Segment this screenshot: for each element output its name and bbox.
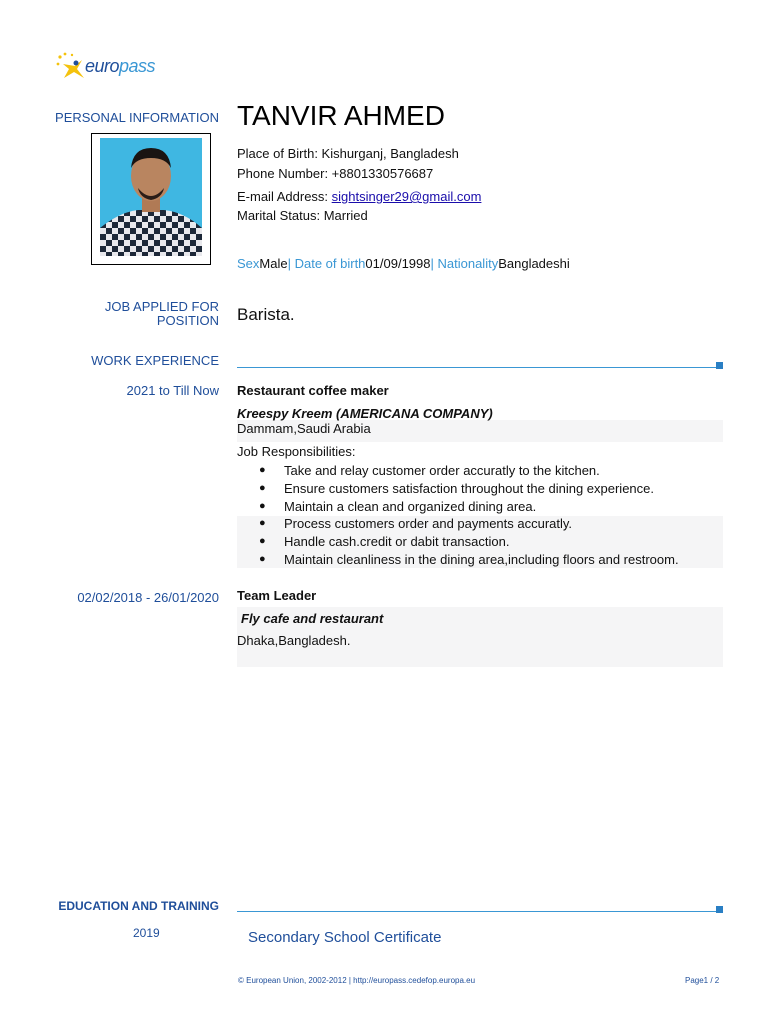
- education-year: 2019: [133, 926, 160, 940]
- work-entry-2-dates: 02/02/2018 - 26/01/2020: [77, 590, 219, 605]
- work-entry-1-employer: Kreespy Kreem (AMERICANA COMPANY): [237, 406, 493, 421]
- work-entry-2-title: Team Leader: [237, 588, 317, 603]
- responsibilities-list: [237, 462, 679, 569]
- list-item: ● Maintain cleanliness in the dining area,including floors and restroom.: [259, 551, 679, 567]
- section-divider-marker: [716, 906, 723, 913]
- work-entry-1-responsibilities-label: Job Responsibilities:: [237, 444, 356, 459]
- job-applied-label: [105, 300, 219, 328]
- separator: |: [430, 256, 438, 271]
- nationality-label: Nationality: [437, 256, 499, 271]
- education-training-label: EDUCATION AND TRAINING: [58, 899, 219, 913]
- bullet-icon: ●: [259, 481, 266, 494]
- list-item: ● Ensure customers satisfaction throughout the dining experience.: [259, 480, 654, 496]
- personal-details-line: [237, 256, 570, 271]
- bullet-icon: ●: [259, 517, 266, 530]
- section-divider: [237, 911, 717, 912]
- list-item: ● Maintain a clean and organized dining area.: [259, 498, 537, 514]
- profile-photo-frame: [91, 133, 211, 265]
- bullet-icon: ●: [259, 499, 266, 512]
- email-label: E-mail Address:: [237, 189, 332, 204]
- logo-text-pass: pass: [119, 56, 156, 76]
- job-applied-value: Barista.: [237, 305, 295, 324]
- work-entry-2-employer: Fly cafe and restaurant: [241, 611, 384, 626]
- bullet-icon: ●: [259, 552, 266, 565]
- email-line: [237, 189, 481, 204]
- bullet-icon: ●: [259, 464, 266, 476]
- work-experience-label: WORK EXPERIENCE: [91, 353, 219, 368]
- dob-value: 01/09/1998: [365, 256, 431, 271]
- profile-photo: [100, 138, 202, 256]
- work-entry-1-location: Dammam,Saudi Arabia: [237, 421, 371, 436]
- footer-copyright: © European Union, 2002-2012 | http://europass.cedefop.europa.eu: [238, 976, 476, 985]
- email-link[interactable]: sightsinger29@gmail.com: [331, 189, 482, 204]
- personal-information-label: PERSONAL INFORMATION: [55, 110, 219, 125]
- section-divider: [237, 367, 717, 368]
- phone-number: Phone Number: +8801330576687: [237, 166, 434, 181]
- marital-status: Marital Status: Married: [237, 208, 368, 223]
- job-applied-label-line2: POSITION: [156, 313, 219, 328]
- sex-label: Sex: [237, 256, 260, 271]
- work-entry-1-title: Restaurant coffee maker: [237, 383, 389, 398]
- place-of-birth: Place of Birth: Kishurganj, Bangladesh: [237, 146, 459, 161]
- list-item: ● Process customers order and payments accuratly.: [259, 516, 573, 532]
- sex-value: Male: [259, 256, 288, 271]
- logo-text-euro: euro: [85, 56, 120, 76]
- education-qualification: Secondary School Certificate: [248, 929, 442, 946]
- list-item: ● Take and relay customer order accuratly to the kitchen.: [259, 463, 600, 478]
- job-applied-label-line1: JOB APPLIED FOR: [104, 299, 219, 314]
- footer-page-number: Page1 / 2: [685, 976, 720, 985]
- dob-label: Date of birth: [294, 256, 366, 271]
- section-divider-marker: [716, 362, 723, 369]
- separator: |: [287, 256, 295, 271]
- work-entry-2-location: Dhaka,Bangladesh.: [237, 633, 351, 648]
- applicant-name: TANVIR AHMED: [237, 100, 445, 131]
- work-entry-1-dates: 2021 to Till Now: [126, 383, 219, 398]
- list-item: ● Handle cash.credit or dabit transaction.: [259, 534, 510, 550]
- nationality-value: Bangladeshi: [498, 256, 570, 271]
- bullet-icon: ●: [259, 535, 266, 548]
- europass-logo: [55, 52, 165, 82]
